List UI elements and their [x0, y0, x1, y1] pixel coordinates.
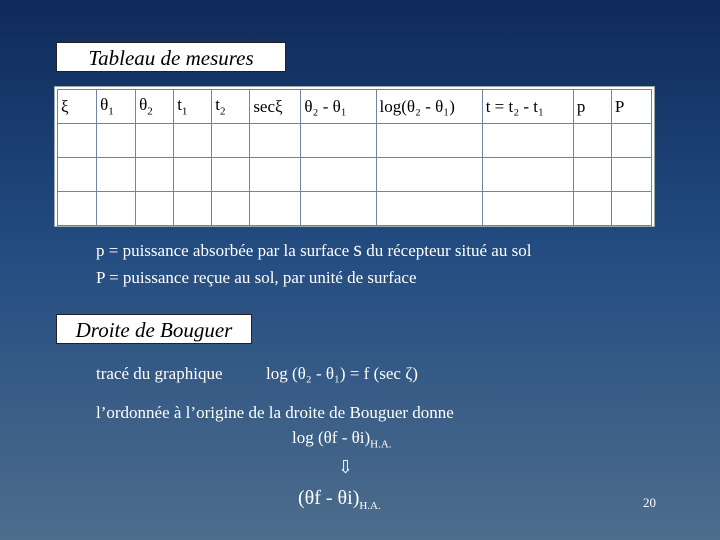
- header-t-diff: t = t₂ - t₁: [482, 90, 573, 124]
- header-theta-diff: θ₂ - θ₁: [301, 90, 376, 124]
- table-cell: [376, 158, 482, 192]
- table-row: [58, 124, 652, 158]
- table-cell: [58, 124, 97, 158]
- table-cell: [376, 124, 482, 158]
- definition-P: P = puissance reçue au sol, par unité de surface: [96, 268, 417, 287]
- result-log: [292, 428, 392, 450]
- table-cell: [250, 192, 301, 226]
- result-final-text: (θf - θi): [298, 487, 360, 509]
- graph-label: tracé du graphique: [96, 364, 223, 383]
- table-header-row: [58, 90, 652, 124]
- table-cell: [482, 192, 573, 226]
- table-cell: [482, 124, 573, 158]
- table-cell: [482, 158, 573, 192]
- definition-p-prefix: p = puissance absorbée par la surface: [96, 241, 350, 260]
- ordinate-sentence: l’ordonnée à l’origine de la droite de Bouguer donne: [96, 403, 454, 422]
- table-cell: [58, 192, 97, 226]
- header-p: p: [573, 90, 611, 124]
- table-cell: [573, 192, 611, 226]
- table-cell: [97, 158, 136, 192]
- table-cell: [301, 124, 376, 158]
- table-cell: [212, 124, 250, 158]
- definition-p: [96, 236, 531, 262]
- header-theta2: $\theta_2$: [136, 90, 174, 124]
- table-cell: [174, 158, 212, 192]
- page-number: 20: [643, 495, 656, 510]
- table-cell: [573, 124, 611, 158]
- down-arrow-icon: ⇩: [338, 457, 354, 477]
- table-cell: [301, 192, 376, 226]
- table-cell: [212, 192, 250, 226]
- table-cell: [136, 192, 174, 226]
- header-secxi: secξ: [250, 90, 301, 124]
- result-log-sub: H.A.: [370, 438, 392, 451]
- result-final-sub: H.A.: [359, 500, 381, 512]
- table-row: [58, 158, 652, 192]
- table-cell: [174, 192, 212, 226]
- table-cell: [611, 158, 651, 192]
- table-cell: [250, 124, 301, 158]
- table-cell: [136, 124, 174, 158]
- table-cell: [301, 158, 376, 192]
- table-cell: [97, 192, 136, 226]
- table-cell: [376, 192, 482, 226]
- table-cell: [136, 158, 174, 192]
- table-cell: [212, 158, 250, 192]
- table-row: [58, 192, 652, 226]
- table-cell: [611, 124, 651, 158]
- definition-p-suffix: du récepteur situé au sol: [366, 241, 532, 260]
- surface-symbol: s: [353, 236, 362, 261]
- measurement-table: [54, 86, 655, 227]
- section-title-bouguer: Droite de Bouguer: [56, 314, 252, 344]
- table-cell: [174, 124, 212, 158]
- graph-formula: log (θ₂ - θ₁) = f (sec ζ): [266, 364, 418, 383]
- result-final: [298, 487, 381, 512]
- table-cell: [58, 158, 97, 192]
- header-theta1: $\theta_1$: [97, 90, 136, 124]
- header-xi: ξ: [58, 90, 97, 124]
- result-log-text: log (θf - θi): [292, 428, 371, 447]
- section-title-tableau: Tableau de mesures: [56, 42, 286, 72]
- header-t2: $t_2$: [212, 90, 250, 124]
- header-P: P: [611, 90, 651, 124]
- table-cell: [97, 124, 136, 158]
- table-cell: [250, 158, 301, 192]
- table-cell: [611, 192, 651, 226]
- header-log-theta-diff: log(θ₂ - θ₁): [376, 90, 482, 124]
- header-t1: $t_1$: [174, 90, 212, 124]
- table-cell: [573, 158, 611, 192]
